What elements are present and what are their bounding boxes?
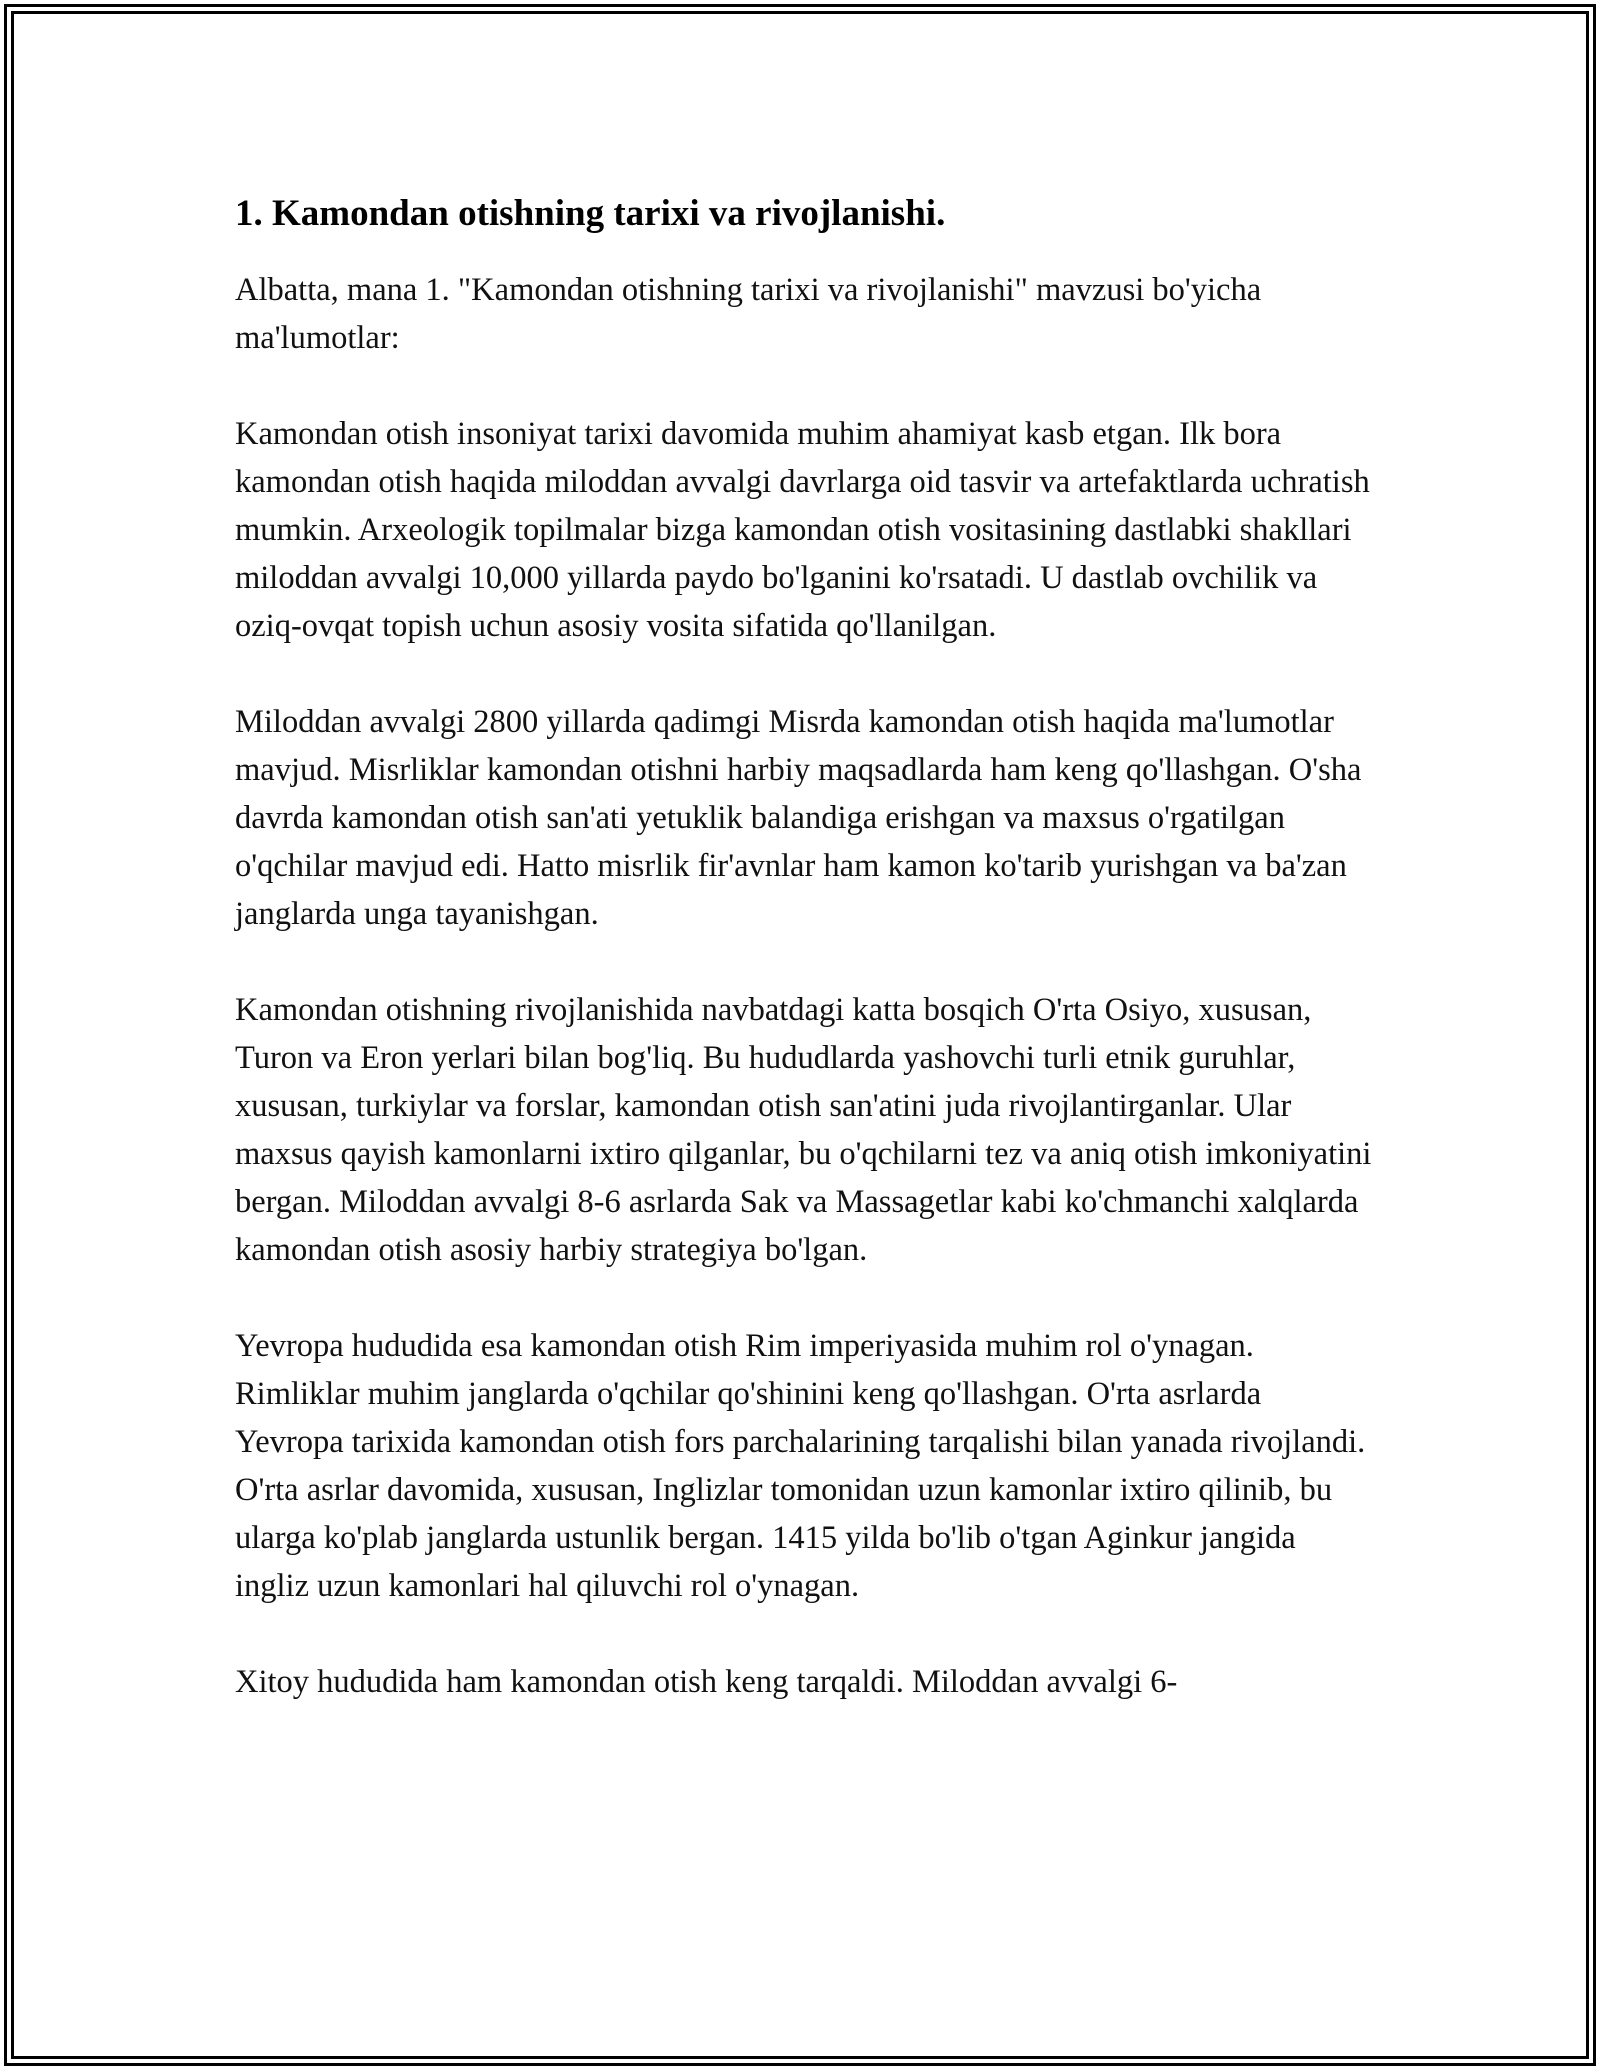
paragraph-central-asia: Kamondan otishning rivojlanishida navbatdagi katta bosqich O'rta Osiyo, xususan, Turon va Eron yerlari bilan bog'liq. Bu hududlarda yashovchi turli etnik guruhlar, xususan, turkiylar va forslar, kamondan otish san'atini juda rivojlantirganlar. Ular maxsus qayish kamonlarni ixtiro qilganlar, bu o'qchilarni tez va aniq otish imkoniyatini bergan. Miloddan avvalgi 8-6 asrlarda Sak va Massagetlar kabi ko'chmanchi xalqlarda kamondan otish asosiy harbiy strategiya bo'lgan. <box>235 992 1372 1268</box>
document-body <box>235 186 1375 1706</box>
paragraph-origins: Kamondan otish insoniyat tarixi davomida muhim ahamiyat kasb etgan. Ilk bora kamondan otish haqida miloddan avvalgi davrlarga oid tasvir va artefaktlarda uchratish mumkin. Arxeologik topilmalar bizga kamondan otish vositasining dastlabki shakllari miloddan avvalgi 10,000 yillarda paydo bo'lganini ko'rsatadi. U dastlab ovchilik va oziq-ovqat topish uchun asosiy vosita sifatida qo'llanilgan. <box>235 416 1370 644</box>
paragraph-egypt: Miloddan avvalgi 2800 yillarda qadimgi Misrda kamondan otish haqida ma'lumotlar mavjud. Misrliklar kamondan otishni harbiy maqsadlarda ham keng qo'llashgan. O'sha davrda kamondan otish san'ati yetuklik balandiga erishgan va maxsus o'rgatilgan o'qchilar mavjud edi. Hatto misrlik fir'avnlar ham kamon ko'tarib yurishgan va ba'zan janglarda unga tayanishgan. <box>235 704 1362 932</box>
paragraph-europe: Yevropa hududida esa kamondan otish Rim imperiyasida muhim rol o'ynagan. Rimliklar muhim janglarda o'qchilar qo'shinini keng qo'llashgan. O'rta asrlarda Yevropa tarixida kamondan otish fors parchalarining tarqalishi bilan yanada rivojlandi. O'rta asrlar davomida, xususan, Inglizlar tomonidan uzun kamonlar ixtiro qilinib, bu ularga ko'plab janglarda ustunlik bergan. 1415 yilda bo'lib o'tgan Aginkur jangida ingliz uzun kamonlari hal qiluvchi rol o'ynagan. <box>235 1328 1366 1604</box>
paragraph-intro: Albatta, mana 1. "Kamondan otishning tarixi va rivojlanishi" mavzusi bo'yicha ma'lumotlar: <box>235 272 1262 356</box>
paragraph-china: Xitoy hududida ham kamondan otish keng tarqaldi. Miloddan avvalgi 6- <box>235 1664 1178 1700</box>
section-heading: 1. Kamondan otishning tarixi va rivojlanishi. <box>235 193 946 234</box>
